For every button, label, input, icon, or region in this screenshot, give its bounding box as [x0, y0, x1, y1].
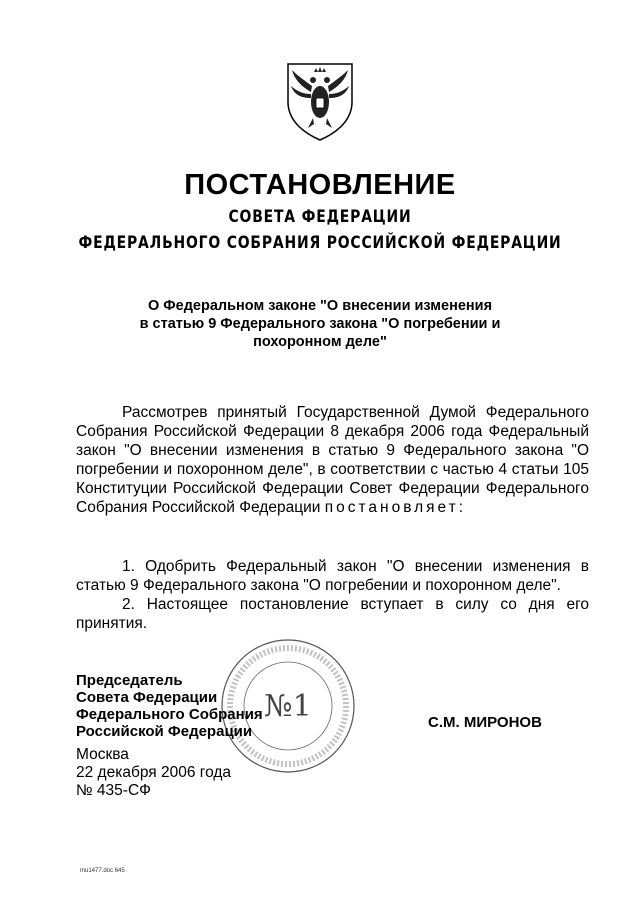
resolution-heading: [110, 297, 530, 351]
place-and-date: [76, 746, 231, 800]
coat-of-arms-icon: [278, 58, 362, 142]
resolution-date: 22 декабря 2006 года: [76, 764, 232, 781]
signatory-title: [76, 672, 263, 740]
resolves-word: постановляет:: [324, 499, 467, 516]
resolution-items: [76, 557, 589, 633]
signatory-name: С.М. МИРОНОВ: [428, 714, 542, 731]
document-subtitle-assembly: ФЕДЕРАЛЬНОГО СОБРАНИЯ РОССИЙСКОЙ ФЕДЕРАЦИИ: [78, 233, 562, 253]
resolution-preamble: [76, 403, 589, 517]
signatory-title-line: Совета Федерации: [76, 689, 218, 706]
document-title: ПОСТАНОВЛЕНИЕ: [184, 169, 456, 201]
signatory-title-line: Федерального Собрания: [76, 706, 263, 723]
heading-line: О Федеральном законе "О внесении изменения: [147, 298, 493, 314]
city: Москва: [76, 746, 129, 763]
heading-line: в статью 9 Федерального закона "О погребении и: [139, 316, 501, 332]
resolution-number: № 435-СФ: [76, 782, 151, 799]
resolution-item: 1. Одобрить Федеральный закон "О внесении изменения в статью 9 Федерального закона "О погребении и похоронном деле".: [76, 558, 589, 594]
signatory-title-line: Российской Федерации: [76, 723, 253, 740]
resolution-item: 2. Настоящее постановление вступает в силу со дня его принятия.: [76, 596, 589, 632]
file-code: mu1477.doc 645: [80, 868, 125, 874]
document-subtitle-council: СОВЕТА ФЕДЕРАЦИИ: [228, 207, 412, 227]
heading-line: похоронном деле": [253, 334, 387, 350]
stamp-number: №1: [264, 689, 312, 724]
preamble-text: Рассмотрев принятый Государственной Думой Федерального Собрания Российской Федерации 8 декабря 2006 года Федеральный закон "О внесении изменения в статью 9 Федерального закона "О погребении и похоронном деле", в соответствии с частью 4 статьи 105 Конституции Российской Федерации Совет Федерации Федерального Собрания Российской Федерации: [76, 404, 589, 516]
signatory-title-line: Председатель: [76, 672, 183, 689]
